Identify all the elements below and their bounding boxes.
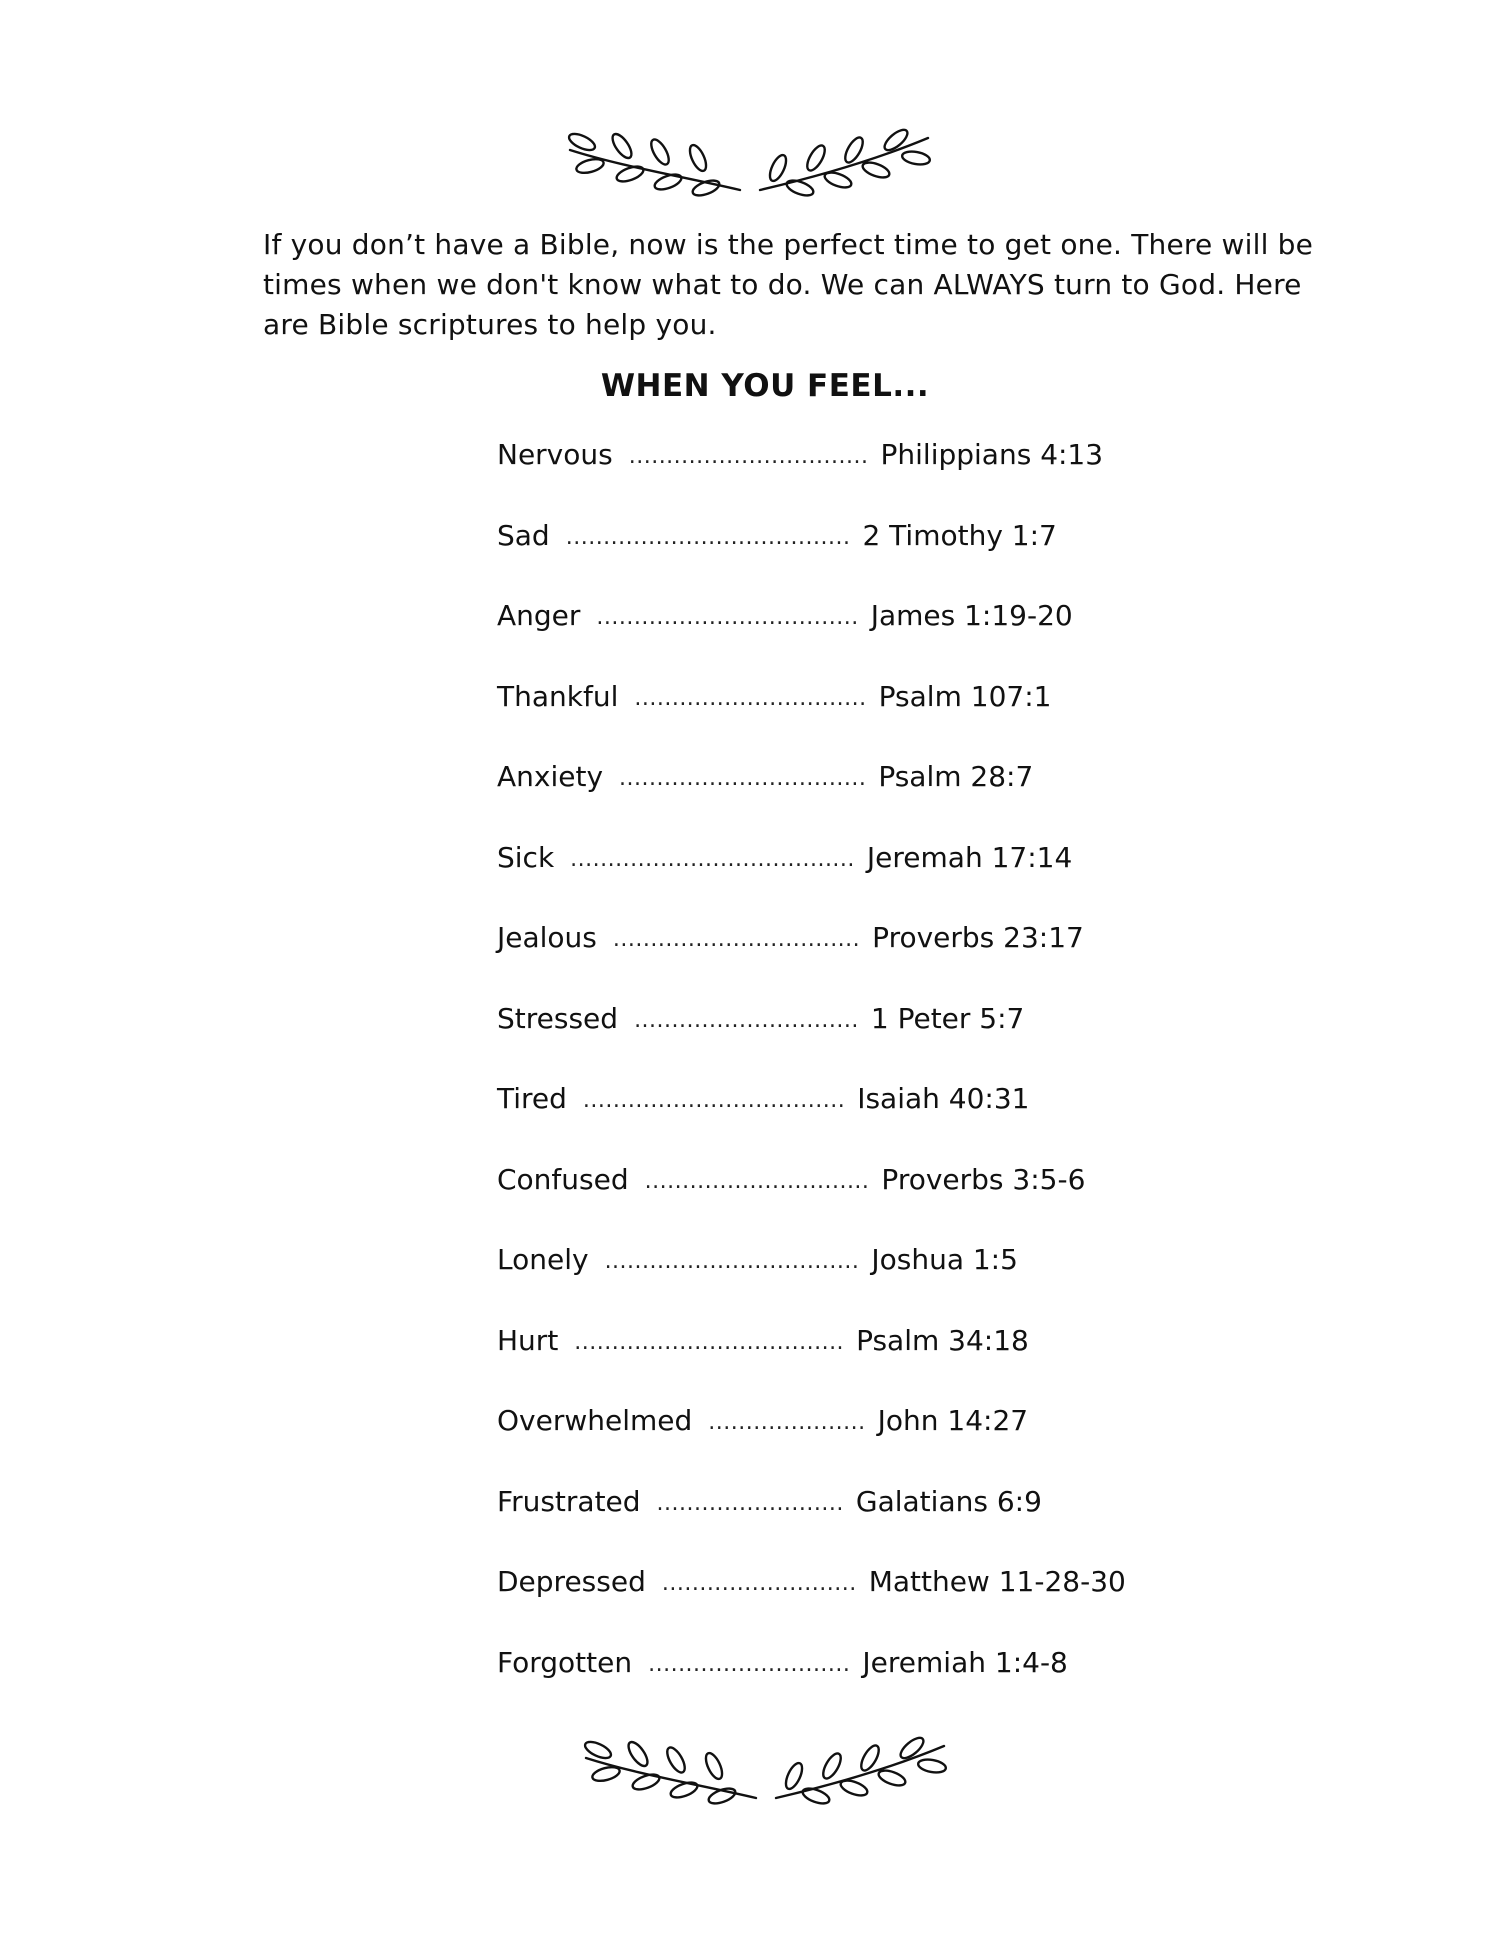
emotion-label: Forgotten <box>497 1645 633 1679</box>
verse-reference: Psalm 107:1 <box>878 679 1052 713</box>
verse-reference: Psalm 34:18 <box>856 1323 1029 1357</box>
dot-leader: ........................... <box>648 1651 851 1677</box>
emotion-label: Tired <box>497 1082 567 1115</box>
verse-reference: Joshua 1:5 <box>871 1243 1018 1276</box>
list-item <box>497 1240 1217 1321</box>
verse-reference: Galatians 6:9 <box>855 1484 1042 1518</box>
list-item <box>497 1643 1217 1724</box>
laurel-branches-icon <box>560 128 940 208</box>
list-item <box>497 999 1217 1080</box>
dot-leader: ..................... <box>708 1410 866 1435</box>
list-item <box>497 435 1217 516</box>
scripture-list <box>497 435 1217 1723</box>
dot-leader: .................................. <box>604 1249 860 1274</box>
verse-reference: Proverbs 23:17 <box>872 921 1084 954</box>
list-item <box>497 918 1217 999</box>
dot-leader: .............................. <box>644 1168 870 1194</box>
emotion-label: Anger <box>497 599 581 632</box>
emotion-label: Thankful <box>497 679 619 713</box>
verse-reference: Philippians 4:13 <box>880 438 1104 471</box>
list-item <box>497 757 1217 838</box>
emotion-label: Frustrated <box>497 1484 641 1518</box>
emotion-label: Nervous <box>497 438 613 471</box>
dot-leader: ................................... <box>596 605 859 630</box>
intro-paragraph: If you don’t have a Bible, now is the perfect time to get one. There will be times when we don't know what to do. We can ALWAYS turn to God. Here are Bible scriptures to help you. <box>263 228 1314 341</box>
list-item <box>497 596 1217 677</box>
dot-leader: .......................... <box>661 1571 857 1596</box>
emotion-label: Stressed <box>497 1001 619 1035</box>
verse-reference: 1 Peter 5:7 <box>870 1001 1025 1035</box>
emotion-label: Jealous <box>497 921 597 954</box>
dot-leader: ...................................... <box>570 846 855 872</box>
verse-reference: Proverbs 3:5-6 <box>881 1162 1086 1196</box>
dot-leader: ............................... <box>634 685 867 711</box>
list-item <box>497 838 1217 919</box>
list-item <box>497 1079 1217 1160</box>
list-item <box>497 1401 1217 1482</box>
emotion-label: Hurt <box>497 1323 559 1357</box>
emotion-label: Sick <box>497 840 555 874</box>
verse-reference: Matthew 11-28-30 <box>868 1565 1126 1598</box>
dot-leader: ...................................... <box>565 524 851 550</box>
list-item <box>497 1562 1217 1643</box>
dot-leader: ......................... <box>656 1490 844 1516</box>
emotion-label: Sad <box>497 518 550 552</box>
verse-reference: John 14:27 <box>877 1404 1029 1437</box>
dot-leader: ................................ <box>628 444 869 469</box>
dot-leader: .............................. <box>634 1007 859 1033</box>
emotion-label: Lonely <box>497 1243 589 1276</box>
dot-leader: .................................... <box>574 1329 845 1355</box>
list-item <box>497 1321 1217 1402</box>
dot-leader: ................................. <box>612 927 861 952</box>
list-item <box>497 677 1217 758</box>
emotion-label: Confused <box>497 1162 629 1196</box>
verse-reference: James 1:19-20 <box>870 599 1073 632</box>
dot-leader: ................................. <box>619 766 867 791</box>
verse-reference: 2 Timothy 1:7 <box>862 518 1057 552</box>
list-item <box>497 1482 1217 1563</box>
section-heading: WHEN YOU FEEL... <box>600 368 930 404</box>
emotion-label: Anxiety <box>497 760 604 793</box>
verse-reference: Isaiah 40:31 <box>857 1082 1030 1115</box>
list-item <box>497 516 1217 597</box>
emotion-label: Overwhelmed <box>497 1404 693 1437</box>
verse-reference: Jeremah 17:14 <box>866 840 1073 874</box>
emotion-label: Depressed <box>497 1565 646 1598</box>
dot-leader: ................................... <box>582 1088 846 1113</box>
list-item <box>497 1160 1217 1241</box>
verse-reference: Psalm 28:7 <box>878 760 1034 793</box>
verse-reference: Jeremiah 1:4-8 <box>862 1645 1068 1679</box>
laurel-branches-icon <box>576 1736 956 1816</box>
